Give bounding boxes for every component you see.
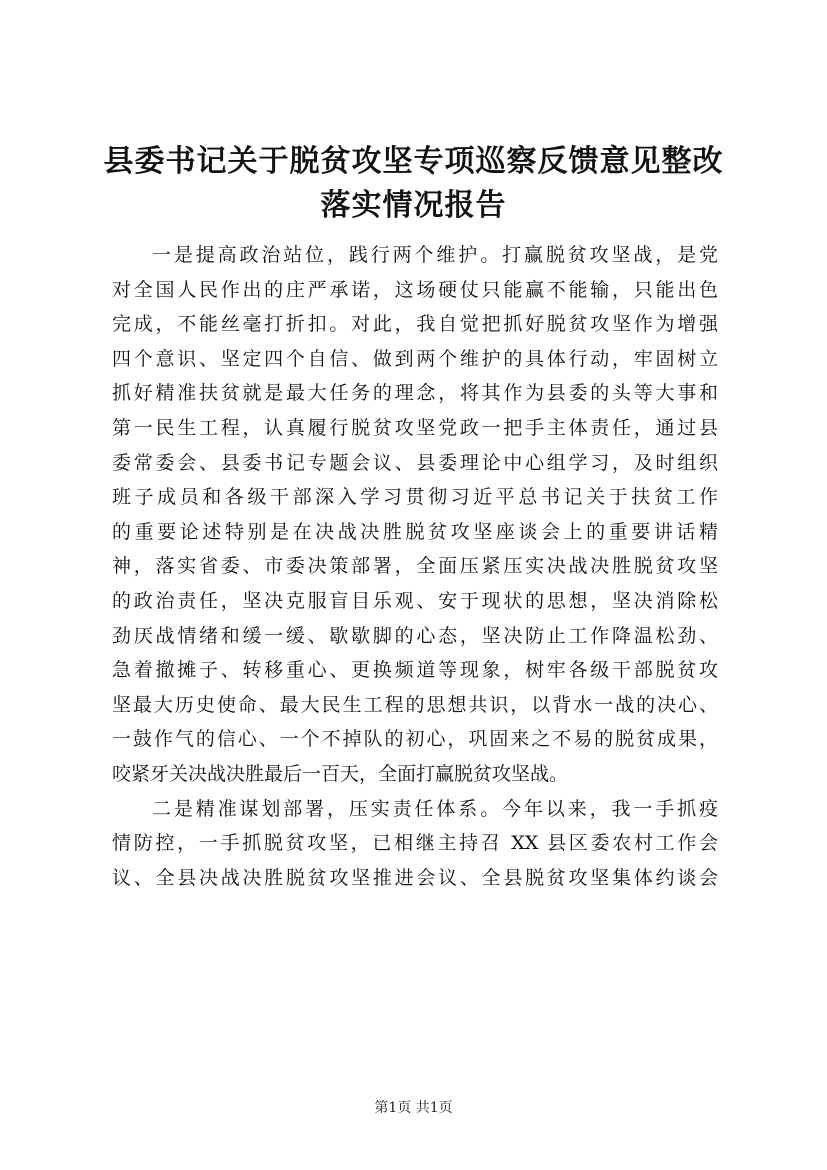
paragraph-1-line: 委常委会、县委书记专题会议、县委理论中心组学习，及时组织: [112, 451, 718, 474]
paragraph-1-line: 抓好精准扶贫就是最大任务的理念，将其作为县委的头等大事和: [112, 382, 718, 405]
paragraph-1-line: 劲厌战情绪和缓一缓、歇歇脚的心态，坚决防止工作降温松劲、: [112, 624, 718, 647]
document-body: [112, 238, 718, 895]
title-line-1: 县委书记关于脱贫攻坚专项巡察反馈意见整改: [103, 144, 724, 179]
paragraph-1-line: 第一民生工程，认真履行脱贫攻坚党政一把手主体责任，通过县: [112, 416, 718, 439]
paragraph-1-line: 完成，不能丝毫打折扣。对此，我自觉把抓好脱贫攻坚作为增强: [112, 313, 718, 336]
paragraph-1-line: 的重要论述特别是在决战决胜脱贫攻坚座谈会上的重要讲话精: [112, 520, 718, 543]
paragraph-1-line: 神，落实省委、市委决策部署，全面压紧压实决战决胜脱贫攻坚: [112, 555, 718, 578]
paragraph-2-line: 二是精准谋划部署，压实责任体系。今年以来，我一手抓疫: [152, 797, 718, 820]
paragraph-1-line: 急着撤摊子、转移重心、更换频道等现象，树牢各级干部脱贫攻: [112, 659, 718, 682]
paragraph-1-line: 四个意识、坚定四个自信、做到两个维护的具体行动，牢固树立: [112, 347, 718, 370]
paragraph-1-line: 一是提高政治站位，践行两个维护。打赢脱贫攻坚战，是党: [152, 244, 718, 266]
page-footer: 第1页 共1页: [374, 1100, 453, 1116]
paragraph-1-line: 班子成员和各级干部深入学习贯彻习近平总书记关于扶贫工作: [112, 486, 718, 509]
paragraph-2-line: 情防控，一手抓脱贫攻坚，已相继主持召 XX 县区委农村工作会: [112, 832, 718, 855]
title-line-2: 落实情况报告: [320, 188, 507, 223]
paragraph-1-line: 一鼓作气的信心、一个不掉队的初心，巩固来之不易的脱贫成果，: [112, 728, 718, 751]
paragraph-1-line: 咬紧牙关决战决胜最后一百天，全面打赢脱贫攻坚战。: [112, 762, 569, 785]
paragraph-1-line: 的政治责任，坚决克服盲目乐观、安于现状的思想，坚决消除松: [112, 589, 718, 612]
document-title: [80, 140, 747, 228]
paragraph-2-line: 议、全县决战决胜脱贫攻坚推进会议、全县脱贫攻坚集体约谈会: [112, 866, 718, 889]
paragraph-1-line: 对全国人民作出的庄严承诺，这场硬仗只能赢不能输，只能出色: [112, 278, 718, 301]
paragraph-1-line: 坚最大历史使命、最大民生工程的思想共识，以背水一战的决心、: [112, 693, 718, 716]
